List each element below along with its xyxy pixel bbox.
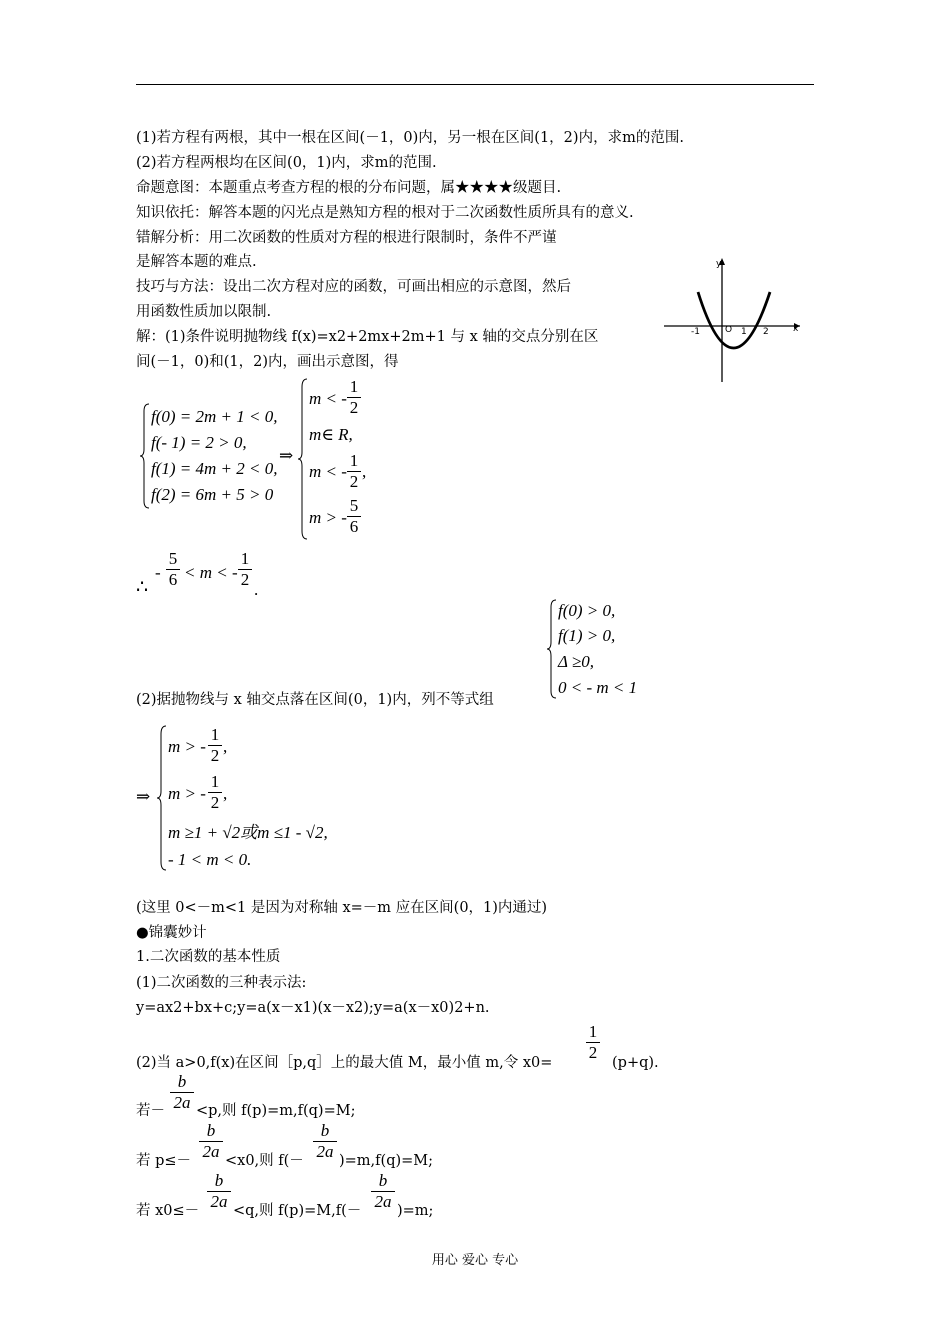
sys3-row-1: m > - bbox=[168, 737, 206, 756]
method-line-2: 用函数性质加以限制. bbox=[136, 304, 272, 320]
sys3-row-1-comma: , bbox=[223, 737, 228, 756]
sys3-frac-2: 1 2 bbox=[208, 773, 222, 812]
case-1-prefix: 若－ bbox=[136, 1103, 165, 1119]
forms-line: y=ax2+bx+c;y=a(x－x1)(x－x2);y=a(x－x0)2+n. bbox=[136, 1000, 490, 1016]
sys1-result-4: m > - bbox=[309, 508, 347, 527]
case-3-frac-b: b 2a bbox=[371, 1172, 395, 1211]
parabola-curve bbox=[698, 292, 770, 348]
sys3-frac-1: 1 2 bbox=[208, 726, 222, 765]
sys1-result-1: m < - bbox=[309, 389, 347, 408]
case-2-mid: <x0,则 f(－ bbox=[225, 1153, 304, 1169]
conclusion-minus: - bbox=[155, 563, 161, 582]
sys2-row-2: f(1) > 0, bbox=[558, 626, 616, 645]
graph-tick-2: 2 bbox=[763, 327, 769, 337]
therefore-symbol: ∴ bbox=[136, 577, 149, 598]
part2-line: (2)据抛物线与 x 轴交点落在区间(0，1)内，列不等式组 bbox=[136, 692, 494, 708]
page-footer: 用心 爱心 专心 bbox=[431, 1253, 519, 1268]
conclusion-frac-5-6: 5 6 bbox=[166, 550, 180, 589]
max-min-line: (2)当 a>0,f(x)在区间［p,q］上的最大值 M，最小值 m,令 x0= bbox=[136, 1055, 553, 1071]
case-2-frac-b: b 2a bbox=[313, 1122, 337, 1161]
sys1-row-4: f(2) = 6m + 5 > 0 bbox=[151, 485, 274, 504]
sys1-result-3: m < - bbox=[309, 462, 347, 481]
case-2-frac-a: b 2a bbox=[199, 1122, 223, 1161]
graph-origin: O bbox=[725, 325, 733, 335]
case-3-frac-a: b 2a bbox=[207, 1172, 231, 1211]
header-rule bbox=[136, 84, 814, 85]
parabola-graph bbox=[664, 252, 810, 384]
question-part-1: (1)若方程有两根，其中一根在区间(－1，0)内，另一根在区间(1，2)内，求m的范围. bbox=[136, 130, 684, 146]
sys1-row-2: f(- 1) = 2 > 0, bbox=[151, 433, 247, 452]
sys2-row-3: Δ ≥0, bbox=[558, 652, 595, 671]
case-2-prefix: 若 p≤－ bbox=[136, 1153, 192, 1169]
conclusion-middle: < m < - bbox=[184, 563, 238, 582]
sys3-row-3: m ≥1 + √2或m ≤1 - √2, bbox=[168, 823, 328, 842]
implies-arrow: ⇒ bbox=[279, 446, 294, 465]
case-3-suffix: )=m; bbox=[397, 1203, 434, 1219]
conclusion-frac-1-2: 1 2 bbox=[238, 550, 252, 589]
graph-tick-1: 1 bbox=[741, 327, 747, 337]
sys3-row-2: m > - bbox=[168, 784, 206, 803]
case-2-suffix: )=m,f(q)=M; bbox=[339, 1153, 434, 1169]
case-3-prefix: 若 x0≤－ bbox=[136, 1203, 200, 1219]
max-min-line-end: (p+q). bbox=[612, 1055, 659, 1071]
fraction-one-half-a: 1 2 bbox=[347, 378, 361, 417]
section-heading: 1.二次函数的基本性质 bbox=[136, 949, 281, 965]
solution-line: 解：(1)条件说明抛物线 f(x)=x2+2mx+2m+1 与 x 轴的交点分别在区 bbox=[136, 329, 599, 345]
error-analysis-line-2: 是解答本题的难点. bbox=[136, 254, 257, 270]
sys1-result-brace bbox=[297, 378, 309, 540]
sys1-row-1: f(0) = 2m + 1 < 0, bbox=[151, 407, 278, 426]
sys1-brace bbox=[139, 403, 151, 509]
graph-tick-neg1: -1 bbox=[691, 327, 700, 337]
intent-line: 命题意图：本题重点考查方程的根的分布问题，属★★★★级题目. bbox=[136, 180, 562, 196]
method-line: 技巧与方法：设出二次方程对应的函数，可画出相应的示意图，然后 bbox=[136, 279, 571, 295]
fraction-one-half-b: 1 2 bbox=[347, 452, 361, 491]
solution-line-2: 间(－1，0)和(1，2)内，画出示意图，得 bbox=[136, 354, 399, 370]
tips-heading: ●锦囊妙计 bbox=[136, 925, 207, 941]
case-1-suffix: <p,则 f(p)=m,f(q)=M; bbox=[196, 1103, 356, 1119]
graph-y-label: y bbox=[716, 259, 722, 269]
axis-note: (这里 0<－m<1 是因为对称轴 x=－m 应在区间(0，1)内通过) bbox=[136, 900, 548, 916]
sys1-result-3-comma: , bbox=[362, 462, 367, 481]
sys2-row-1: f(0) > 0, bbox=[558, 601, 616, 620]
case-1-frac: b 2a bbox=[170, 1073, 194, 1112]
graph-x-label: x bbox=[793, 324, 799, 334]
sys3-brace bbox=[156, 725, 168, 871]
forms-heading: (1)二次函数的三种表示法: bbox=[136, 975, 307, 991]
case-3-mid: <q,则 f(p)=M,f(－ bbox=[233, 1203, 362, 1219]
sys1-result-2: m∈ R, bbox=[309, 425, 353, 444]
sys3-row-2-comma: , bbox=[223, 784, 228, 803]
basis-line: 知识依托：解答本题的闪光点是熟知方程的根对于二次函数性质所具有的意义. bbox=[136, 205, 634, 221]
error-analysis-line: 错解分析：用二次函数的性质对方程的根进行限制时，条件不严谨 bbox=[136, 230, 557, 246]
conclusion-end: . bbox=[254, 580, 259, 599]
sys2-row-4: 0 < - m < 1 bbox=[558, 678, 638, 697]
sys1-row-3: f(1) = 4m + 2 < 0, bbox=[151, 459, 278, 478]
question-part-2: (2)若方程两根均在区间(0，1)内，求m的范围. bbox=[136, 155, 437, 171]
implies-arrow-2: ⇒ bbox=[136, 787, 151, 806]
sys3-row-4: - 1 < m < 0. bbox=[168, 850, 252, 869]
half-fraction: 1 2 bbox=[586, 1023, 600, 1062]
sys2-brace bbox=[546, 599, 558, 699]
fraction-five-sixths: 5 6 bbox=[347, 497, 361, 536]
